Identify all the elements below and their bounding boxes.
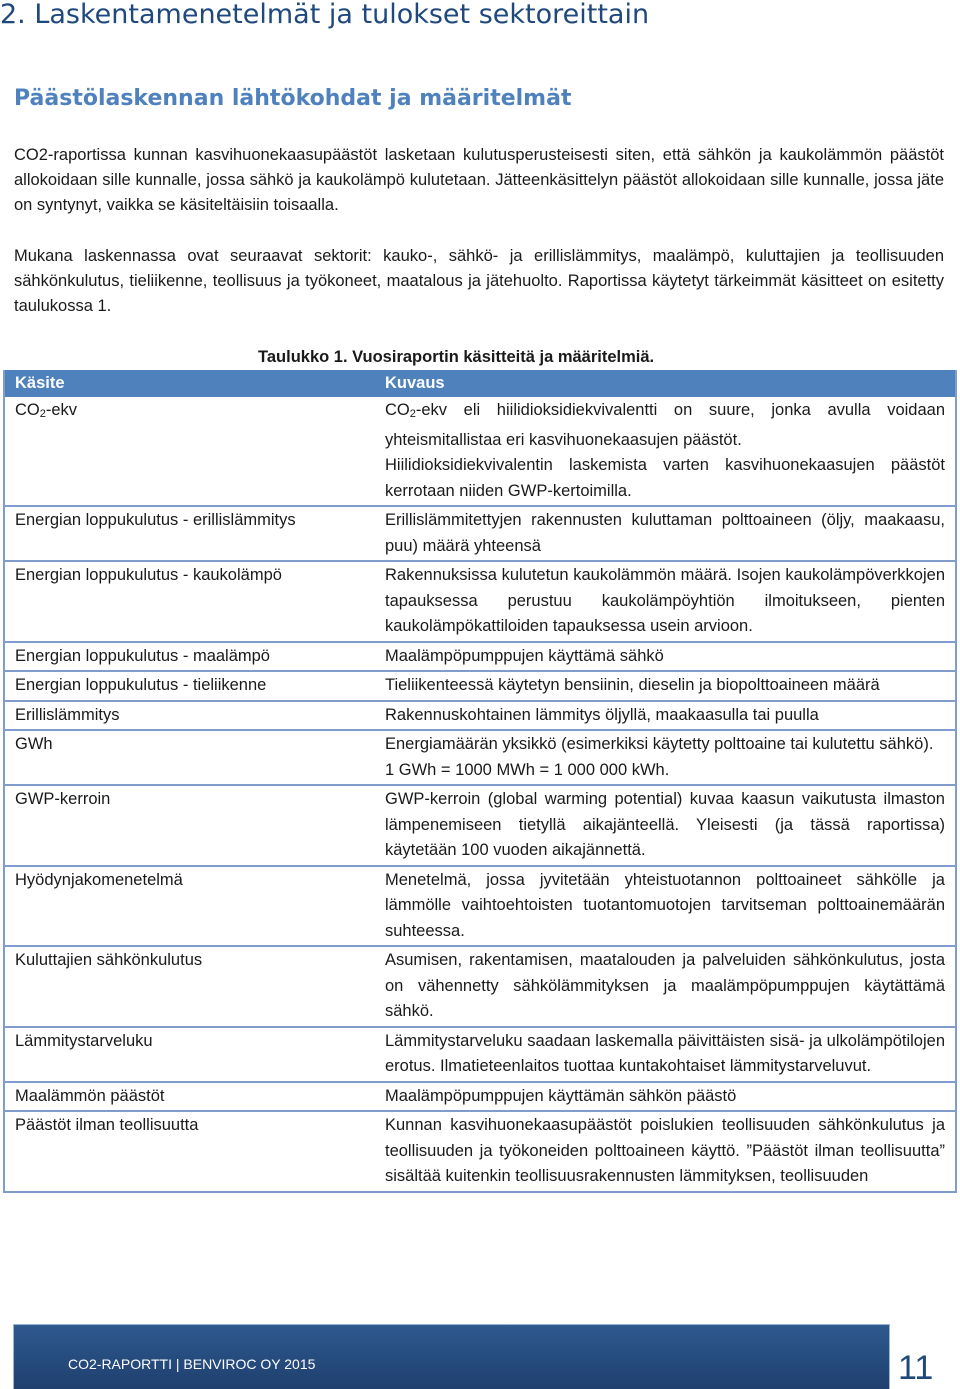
page-heading: 2. Laskentamenetelmät ja tulokset sektoreittain — [0, 0, 650, 30]
table-caption: Taulukko 1. Vuosiraportin käsitteitä ja määritelmiä. — [258, 348, 655, 366]
description-cell: Asumisen, rakentamisen, maatalouden ja palveluiden sähkönkulutus, josta on vähennetty sähkölämmityksen ja maalämpöpumppujen käytättämä sähkö. — [375, 946, 956, 1027]
page-number: 11 — [898, 1349, 934, 1387]
term-cell: Energian loppukulutus - tieliikenne — [4, 671, 375, 701]
term-cell: Erillislämmitys — [4, 701, 375, 731]
description-cell: Rakennuksissa kulutetun kaukolämmön määrä. Isojen kaukolämpöverkkojen tapauksessa perustuu kaukolämpöyhtiön ilmoitukseen, pienten kaukolämpökattiloiden tapauksessa usein arvioon. — [375, 561, 956, 642]
term-cell: CO2-ekv — [4, 397, 375, 506]
sectors-paragraph: Mukana laskennassa ovat seuraavat sektorit: kauko-, sähkö- ja erillislämmitys, maalämpö, kuluttajien ja teollisuuden sähkönkulutus, tieliikenne, teollisuus ja työkoneet, maatalous ja jätehuolto. Raportissa käytetyt tärkeimmät käsitteet on esitetty taulukossa 1. — [14, 247, 944, 315]
table-row — [4, 1111, 956, 1192]
section-subheading: Päästölaskennan lähtökohdat ja määritelmät — [14, 86, 572, 111]
table-header-row — [4, 370, 956, 397]
table-row — [4, 1027, 956, 1082]
description-cell: Lämmitystarveluku saadaan laskemalla päivittäisten sisä- ja ulkolämpötilojen erotus. Ilmatieteenlaitos tuottaa kuntakohtaiset lämmitystarveluvut. — [375, 1027, 956, 1082]
term-cell: Energian loppukulutus - kaukolämpö — [4, 561, 375, 642]
footer-text: CO2-RAPORTTI | BENVIROC OY 2015 — [68, 1356, 316, 1372]
description-cell: Rakennuskohtainen lämmitys öljyllä, maakaasulla tai puulla — [375, 701, 956, 731]
table-row — [4, 642, 956, 672]
table-row — [4, 397, 956, 506]
term-cell: Energian loppukulutus - erillislämmitys — [4, 506, 375, 561]
table-row — [4, 506, 956, 561]
term-cell: Energian loppukulutus - maalämpö — [4, 642, 375, 672]
description-cell: Tieliikenteessä käytetyn bensiinin, dieselin ja biopolttoaineen määrä — [375, 671, 956, 701]
term-cell: GWh — [4, 730, 375, 785]
column-header-term: Käsite — [4, 370, 375, 397]
term-cell: Lämmitystarveluku — [4, 1027, 375, 1082]
table-row — [4, 730, 956, 785]
table-row — [4, 561, 956, 642]
term-cell: Päästöt ilman teollisuutta — [15, 1116, 199, 1134]
column-header-description: Kuvaus — [375, 370, 956, 397]
description-cell: GWP-kerroin (global warming potential) kuvaa kaasun vaikutusta ilmaston lämpenemiseen tietyllä aikajänteellä. Yleisesti (ja tässä raportissa) käytetään 100 vuoden aikajännettä. — [375, 785, 956, 866]
table-row — [4, 785, 956, 866]
table-row — [4, 671, 956, 701]
table-row — [4, 946, 956, 1027]
description-cell: Energiamäärän yksikkö (esimerkiksi käytetty polttoaine tai kulutettu sähkö). 1 GWh = 1000 MWh = 1 000 000 kWh. — [375, 730, 956, 785]
description-cell: Maalämpöpumppujen käyttämä sähkö — [375, 642, 956, 672]
term-cell: GWP-kerroin — [4, 785, 375, 866]
description-cell: Menetelmä, jossa jyvitetään yhteistuotannon polttoaineet sähkölle ja lämmölle vaihtoehtoisten tuotantomuotojen tarvitseman polttoainemäärän suhteessa. — [375, 866, 956, 947]
table-row — [4, 866, 956, 947]
table-row — [4, 701, 956, 731]
description-cell: Kunnan kasvihuonekaasupäästöt poislukien teollisuuden sähkönkulutus ja teollisuuden ja työkoneiden polttoaineen käyttö. ”Päästöt ilman teollisuutta” sisältää kuitenkin teollisuusrakennusten lämmityksen, teollisuuden — [385, 1116, 945, 1185]
term-cell: Maalämmön päästöt — [4, 1082, 375, 1112]
description-cell: Maalämpöpumppujen käyttämän sähkön päästö — [375, 1082, 956, 1112]
term-cell: Kuluttajien sähkönkulutus — [4, 946, 375, 1027]
description-cell: CO2-ekv eli hiilidioksidiekvivalentti on suure, jonka avulla voidaan yhteismitallistaa eri kasvihuonekaasujen päästöt. Hiilidioksidiekvivalentin laskemista varten kasvihuonekaasujen päästöt kerrotaan niiden GWP-kertoimilla. — [375, 397, 956, 506]
term-cell: Hyödynjakomenetelmä — [4, 866, 375, 947]
intro-paragraph: CO2-raportissa kunnan kasvihuonekaasupäästöt lasketaan kulutusperusteisesti siten, että sähkön ja kaukolämmön päästöt allokoidaan sille kunnalle, jossa sähkö ja kaukolämpö kulutetaan. Jätteenkäsittelyn päästöt allokoidaan sille kunnalle, jossa jäte on syntynyt, vaikka se käsiteltäisiin toisaalla. — [14, 146, 944, 214]
table-row — [4, 1082, 956, 1112]
description-cell: Erillislämmitettyjen rakennusten kuluttaman polttoaineen (öljy, maakaasu, puu) määrä yhteensä — [375, 506, 956, 561]
definitions-table — [3, 370, 957, 1193]
